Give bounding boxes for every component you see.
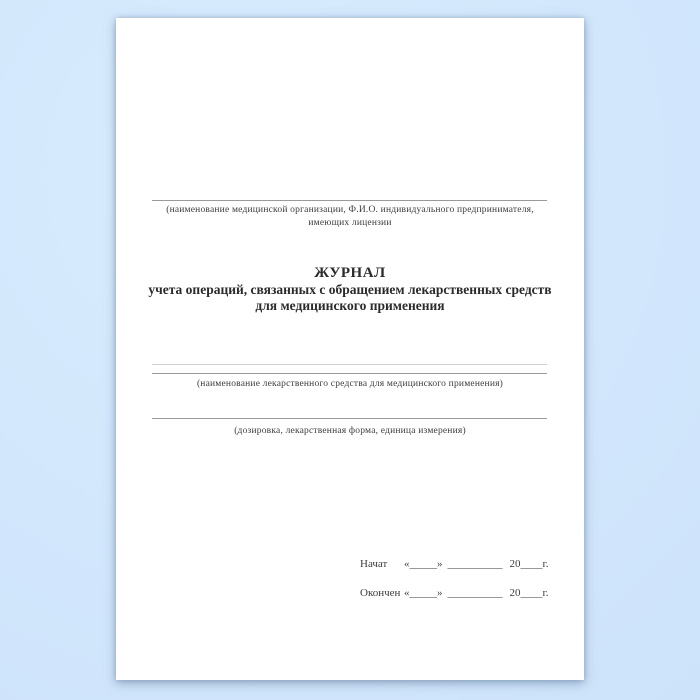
organization-blank-line xyxy=(152,200,547,201)
date-finished-year-blank: 20____г. xyxy=(509,587,549,599)
drug-name-caption: (наименование лекарственного средства для медицинского применения) xyxy=(196,379,504,389)
journal-subtitle-line2: для медицинского применения xyxy=(255,297,445,313)
drug-name-blank-line xyxy=(152,373,547,374)
journal-subtitle-line1: учета операций, связанных с обращением лекарственных средств xyxy=(148,282,552,297)
date-started-month-blank: __________ xyxy=(447,558,503,570)
date-started-label: Начат xyxy=(360,558,388,570)
organization-caption-line1: (наименование медицинской организации, Ф.И.О. индивидуального предпринимателя, xyxy=(166,205,534,215)
dates-block xyxy=(360,558,549,616)
date-started-year-blank: 20____г. xyxy=(509,558,549,570)
date-finished-day-blank: «_____» xyxy=(404,587,443,599)
date-finished-row xyxy=(360,587,549,599)
date-started-day-blank: «_____» xyxy=(404,558,443,570)
journal-title: ЖУРНАЛ xyxy=(314,265,386,281)
journal-title-block xyxy=(116,265,584,313)
journal-cover-page xyxy=(116,18,584,680)
dosage-caption: (дозировка, лекарственная форма, единица измерения) xyxy=(234,426,466,436)
organization-caption-line2: имеющих лицензии xyxy=(308,218,392,228)
drug-name-blank-line-upper xyxy=(152,364,547,365)
date-started-row xyxy=(360,558,549,570)
date-finished-label: Окончен xyxy=(360,587,401,599)
dosage-blank-line xyxy=(152,418,547,419)
date-finished-month-blank: __________ xyxy=(447,587,503,599)
